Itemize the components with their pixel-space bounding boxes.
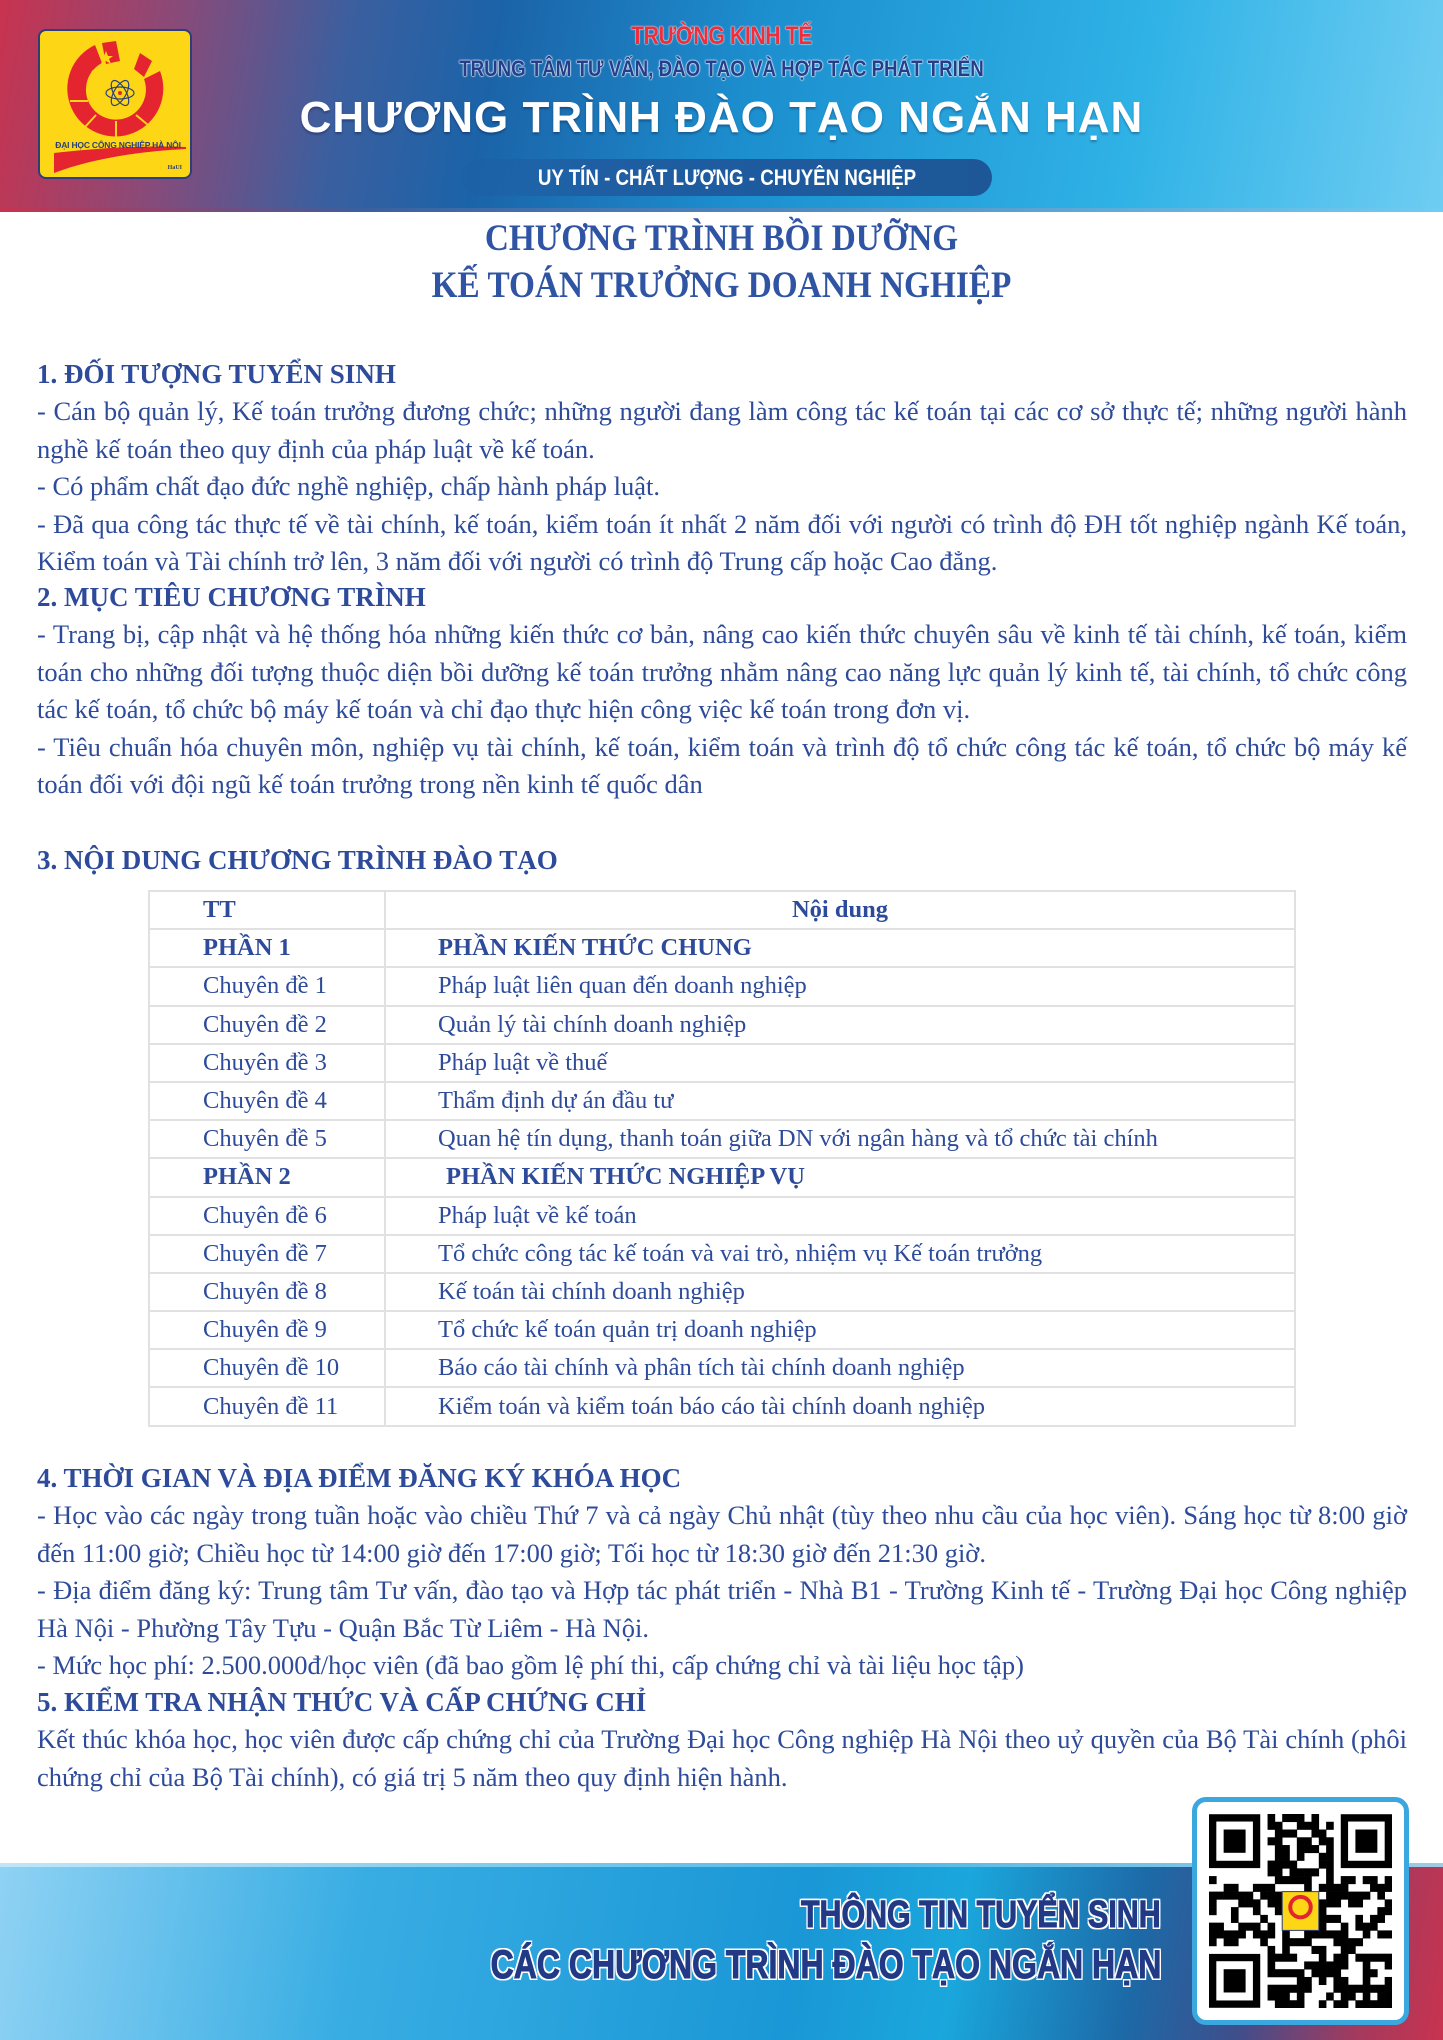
cell-content: Tổ chức kế toán quản trị doanh nghiệp [385,1311,1295,1349]
cell-tt: Chuyên đề 10 [149,1349,385,1387]
section-4-item: - Học vào các ngày trong tuần hoặc vào chiều Thứ 7 và cả ngày Chủ nhật (tùy theo nhu cầu của học viên). Sáng học từ 8:00 giờ đến 11:00 giờ; Chiều học từ 14:00 giờ đến 17:00 giờ; Tối học từ 18:30 giờ đến 21:30 giờ. [37,1500,1407,1568]
cell-content: Pháp luật liên quan đến doanh nghiệp [385,967,1295,1005]
logo-abbrev: HaUI [167,165,182,171]
section-3-heading: 3. NỘI DUNG CHƯƠNG TRÌNH ĐÀO TẠO [37,845,558,875]
cell-tt: Chuyên đề 3 [149,1044,385,1082]
section-1 [37,356,1407,581]
cell-content: Kế toán tài chính doanh nghiệp [385,1273,1295,1311]
cell-content: Báo cáo tài chính và phân tích tài chính doanh nghiệp [385,1349,1295,1387]
cell-content: Pháp luật về thuế [385,1044,1295,1082]
table-header-row [149,891,1295,929]
cell-content: Tổ chức công tác kế toán và vai trò, nhiệm vụ Kế toán trưởng [385,1235,1295,1273]
cell-tt: Chuyên đề 7 [149,1235,385,1273]
section-4-heading: 4. THỜI GIAN VÀ ĐỊA ĐIỂM ĐĂNG KÝ KHÓA HỌC [37,1463,682,1493]
column-header-tt: TT [149,891,385,929]
header-banner [0,0,1443,212]
cell-content: Kiểm toán và kiểm toán báo cáo tài chính doanh nghiệp [385,1387,1295,1425]
cell-content: Quản lý tài chính doanh nghiệp [385,1006,1295,1044]
table-row [149,1387,1295,1425]
section-5-item: Kết thúc khóa học, học viên được cấp chứng chỉ của Trường Đại học Công nghiệp Hà Nội theo uỷ quyền của Bộ Tài chính (phôi chứng chỉ của Bộ Tài chính), có giá trị 5 năm theo quy định hiện hành. [37,1724,1407,1792]
cell-tt: Chuyên đề 2 [149,1006,385,1044]
table-row [149,967,1295,1005]
cell-content: Quan hệ tín dụng, thanh toán giữa DN với ngân hàng và tổ chức tài chính [385,1120,1295,1158]
table-row [149,1311,1295,1349]
section-1-item: - Có phẩm chất đạo đức nghề nghiệp, chấp hành pháp luật. [37,471,660,501]
cell-content: PHẦN KIẾN THỨC CHUNG [385,929,1295,967]
footer-line2: CÁC CHƯƠNG TRÌNH ĐÀO TẠO NGẮN HẠN [490,1943,1161,1987]
document-title-line2: KẾ TOÁN TRƯỞNG DOANH NGHIỆP [431,265,1012,306]
section-1-item: - Cán bộ quản lý, Kế toán trưởng đương chức; những người đang làm công tác kế toán tại các cơ sở thực tế; những người hành nghề kế toán theo quy định của pháp luật về kế toán. [37,396,1407,464]
cell-tt: Chuyên đề 9 [149,1311,385,1349]
banner-title: CHƯƠNG TRÌNH ĐÀO TẠO NGẮN HẠN [299,93,1144,142]
cell-tt: PHẦN 2 [149,1158,385,1196]
table-part-row [149,1158,1295,1196]
section-1-item: - Đã qua công tác thực tế về tài chính, kế toán, kiểm toán ít nhất 2 năm đối với người có trình độ ĐH tốt nghiệp ngành Kế toán, Kiểm toán và Tài chính trở lên, 3 năm đối với người có trình độ Trung cấp hoặc Cao đẳng. [37,508,1407,576]
table-row [149,1082,1295,1120]
qr-code-card[interactable] [1192,1797,1409,2025]
cell-tt: Chuyên đề 6 [149,1197,385,1235]
table-row [149,1006,1295,1044]
section-2-heading: 2. MỤC TIÊU CHƯƠNG TRÌNH [37,582,426,612]
section-2-item: - Tiêu chuẩn hóa chuyên môn, nghiệp vụ tài chính, kế toán, kiểm toán và trình độ tổ chức công tác kế toán, tổ chức bộ máy kế toán đối với đội ngũ kế toán trưởng trong nền kinh tế quốc dân [37,731,1407,799]
qr-code-icon[interactable] [1209,1814,1392,2008]
table-row [149,1044,1295,1082]
table-row [149,1273,1295,1311]
section-2-item: - Trang bị, cập nhật và hệ thống hóa những kiến thức cơ bản, nâng cao kiến thức chuyên sâu về kinh tế tài chính, kế toán, kiểm toán cho những đối tượng thuộc diện bồi dưỡng kế toán trưởng nhằm nâng cao năng lực quản lý kinh tế, tài chính, tổ chức công tác kế toán, tổ chức bộ máy kế toán và chỉ đạo thực hiện công việc kế toán trong đơn vị. [37,619,1407,724]
document-title-line1: CHƯƠNG TRÌNH BỒI DƯỠNG [484,218,959,259]
table-part-row [149,929,1295,967]
cell-content: Thẩm định dự án đầu tư [385,1082,1295,1120]
school-name: TRƯỜNG KINH TẾ [631,22,812,50]
section-3 [37,842,1407,879]
cell-tt: Chuyên đề 11 [149,1387,385,1425]
section-5-heading: 5. KIỂM TRA NHẬN THỨC VÀ CẤP CHỨNG CHỈ [37,1687,647,1717]
logo-university-name: ĐẠI HỌC CÔNG NGHIỆP HÀ NỘI [55,140,181,150]
cell-tt: PHẦN 1 [149,929,385,967]
cell-tt: Chuyên đề 4 [149,1082,385,1120]
section-4-item: - Mức học phí: 2.500.000đ/học viên (đã bao gồm lệ phí thi, cấp chứng chỉ và tài liệu học tập) [37,1650,1024,1680]
program-table [148,890,1296,1427]
table-body [149,929,1295,1425]
table-row [149,1349,1295,1387]
table-row [149,1120,1295,1158]
section-1-heading: 1. ĐỐI TƯỢNG TUYỂN SINH [37,359,396,389]
footer-line1: THÔNG TIN TUYỂN SINH [801,1894,1161,1936]
section-4 [37,1460,1407,1685]
slogan-text: UY TÍN - CHẤT LƯỢNG - CHUYÊN NGHIỆP [537,165,917,190]
cell-tt: Chuyên đề 5 [149,1120,385,1158]
table-row [149,1235,1295,1273]
section-4-item: - Địa điểm đăng ký: Trung tâm Tư vấn, đào tạo và Hợp tác phát triển - Nhà B1 - Trường Kinh tế - Trường Đại học Công nghiệp Hà Nội - Phường Tây Tựu - Quận Bắc Từ Liêm - Hà Nội. [37,1575,1407,1643]
cell-content: Pháp luật về kế toán [385,1197,1295,1235]
cell-tt: Chuyên đề 1 [149,967,385,1005]
slogan-pill [462,159,992,196]
cell-content: PHẦN KIẾN THỨC NGHIỆP VỤ [385,1158,1295,1196]
section-5 [37,1684,1407,1796]
cell-tt: Chuyên đề 8 [149,1273,385,1311]
section-2 [37,579,1407,804]
table-row [149,1197,1295,1235]
center-name: TRUNG TÂM TƯ VẤN, ĐÀO TẠO VÀ HỢP TÁC PHÁT TRIỂN [459,56,984,81]
column-header-content: Nội dung [385,891,1295,929]
